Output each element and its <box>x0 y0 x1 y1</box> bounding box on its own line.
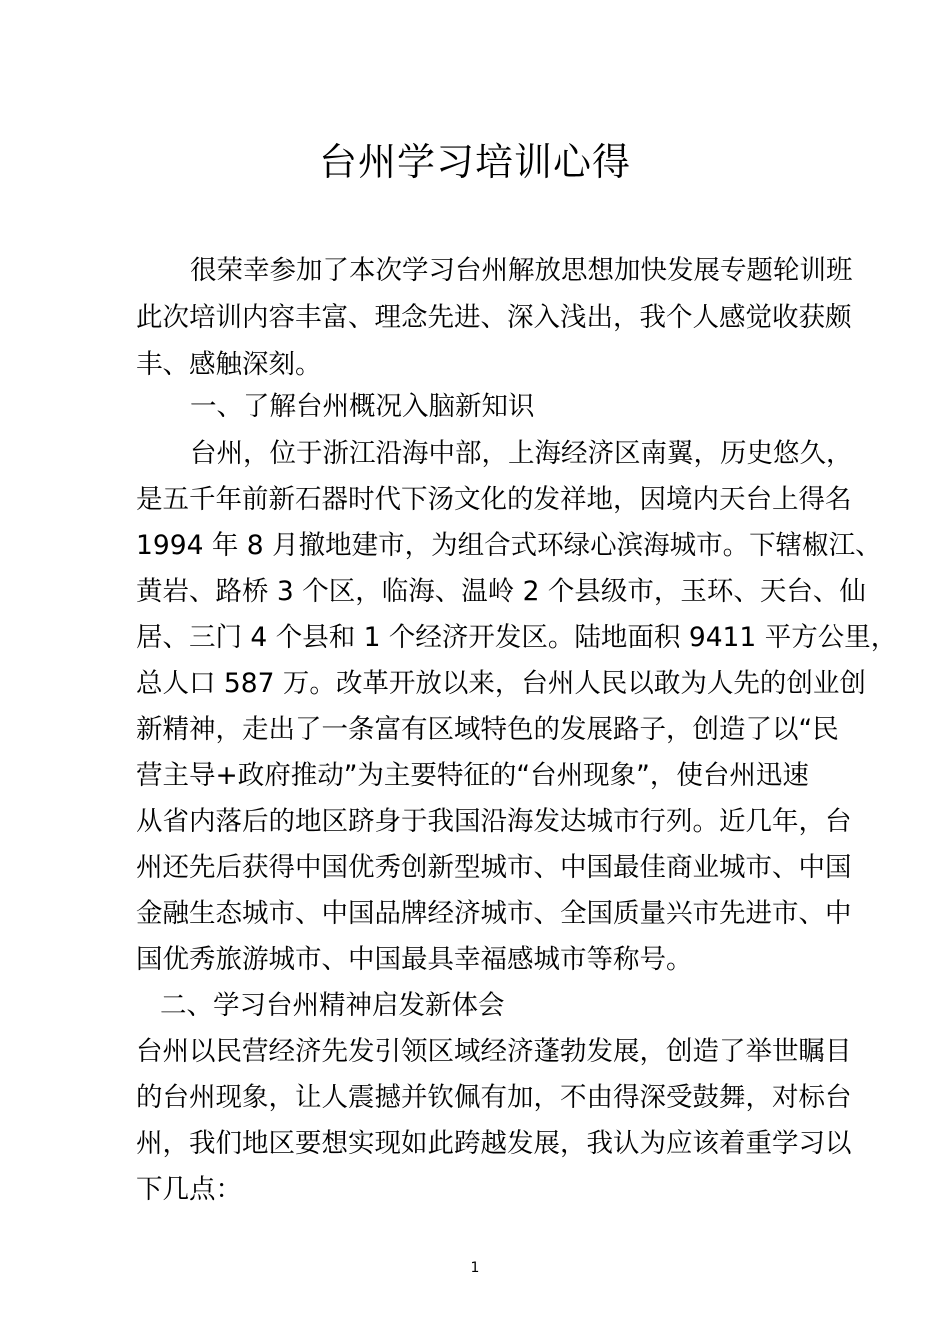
paragraph-line: 黄岩、路桥 3 个区，临海、温岭 2 个县级市，玉环、天台、仙 <box>136 576 866 607</box>
paragraph-line: 台州以民营经济先发引领区域经济蓬勃发展，创造了举世瞩目 <box>136 1036 852 1067</box>
paragraph-line: 的台州现象，让人震撼并钦佩有加，不由得深受鼓舞，对标台 <box>136 1082 852 1113</box>
paragraph-line: 台州，位于浙江沿海中部，上海经济区南翼，历史悠久， <box>190 438 853 469</box>
paragraph-line: 很荣幸参加了本次学习台州解放思想加快发展专题轮训班 <box>190 255 853 286</box>
paragraph-line: 州还先后获得中国优秀创新型城市、中国最佳商业城市、中国 <box>136 852 852 883</box>
paragraph-line: 丰、感触深刻。 <box>136 349 322 380</box>
paragraph-line: 总人口 587 万。改革开放以来，台州人民以敢为人先的创业创 <box>136 668 866 699</box>
paragraph-line: 新精神，走出了一条富有区域特色的发展路子，创造了以“民 <box>136 714 839 745</box>
paragraph-line: 1994 年 8 月撤地建市，为组合式环绿心滨海城市。下辖椒江、 <box>136 530 882 561</box>
section-heading: 二、学习台州精神启发新体会 <box>160 990 505 1021</box>
paragraph-line: 从省内落后的地区跻身于我国沿海发达城市行列。近几年，台 <box>136 806 852 837</box>
section-heading: 一、了解台州概况入脑新知识 <box>190 391 535 422</box>
paragraph-line: 国优秀旅游城市、中国最具幸福感城市等称号。 <box>136 944 693 975</box>
paragraph-line: 居、三门 4 个县和 1 个经济开发区。陆地面积 9411 平方公里， <box>136 622 898 653</box>
paragraph-line: 是五千年前新石器时代下汤文化的发祥地，因境内天台上得名 <box>136 484 852 515</box>
paragraph-line: 州，我们地区要想实现如此跨越发展，我认为应该着重学习以 <box>136 1128 852 1159</box>
paragraph-line: 金融生态城市、中国品牌经济城市、全国质量兴市先进市、中 <box>136 898 852 929</box>
document-title: 台州学习培训心得 <box>318 140 631 184</box>
paragraph-line: 下几点： <box>136 1174 242 1205</box>
page-number: 1 <box>470 1260 480 1276</box>
paragraph-line: 营主导+政府推动”为主要特征的“台州现象”，使台州迅速 <box>136 760 809 791</box>
paragraph-line: 此次培训内容丰富、理念先进、深入浅出，我个人感觉收获颇 <box>136 302 852 333</box>
